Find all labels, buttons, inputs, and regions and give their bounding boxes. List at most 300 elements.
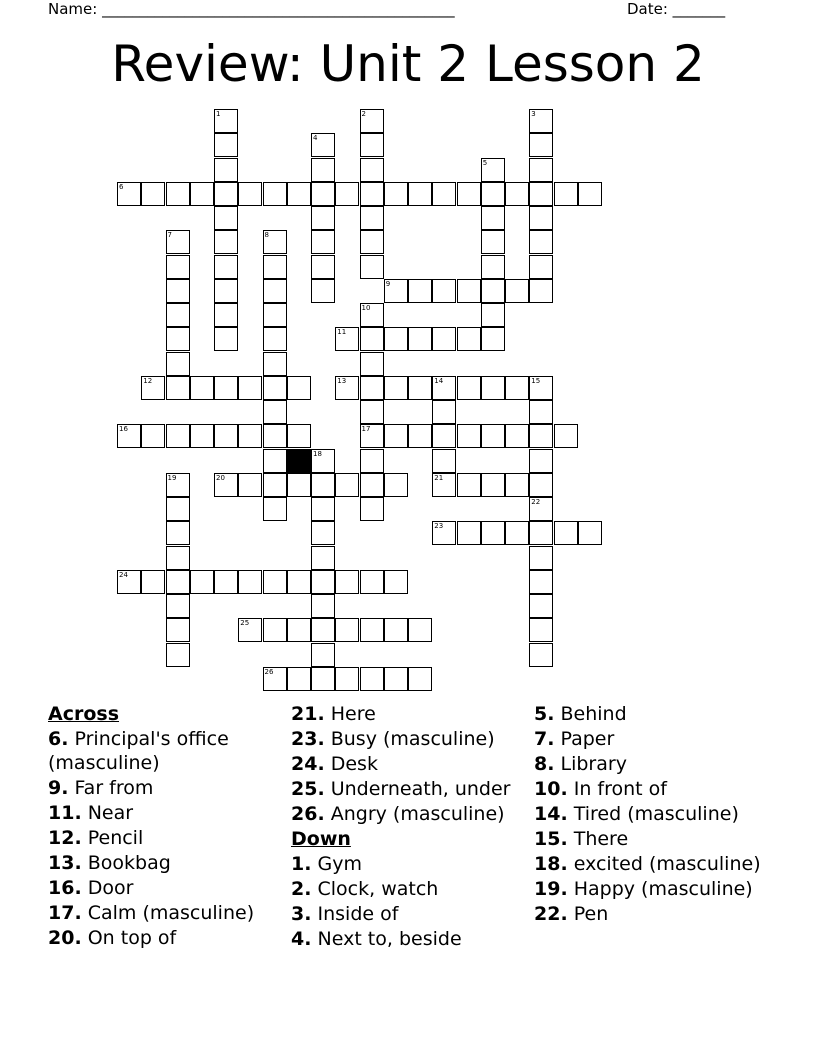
crossword-cell[interactable] [263, 303, 287, 327]
crossword-cell[interactable] [360, 206, 384, 230]
clue-text: Far from [74, 777, 154, 799]
clue-number-label: 15 [531, 376, 541, 385]
crossword-cell[interactable] [529, 546, 553, 570]
clue-item [48, 851, 280, 875]
clue-text: Inside of [317, 903, 399, 925]
crossword-cell[interactable] [384, 618, 408, 642]
clue-text: Paper [560, 728, 615, 750]
crossword-cell[interactable] [238, 570, 262, 594]
crossword-cell[interactable] [263, 473, 287, 497]
crossword-cell[interactable] [529, 424, 553, 448]
crossword-cell[interactable] [481, 473, 505, 497]
clue-item [48, 826, 280, 850]
clue-number: 13. [48, 852, 82, 874]
crossword-cell[interactable] [529, 400, 553, 424]
clue-text: In front of [573, 778, 667, 800]
crossword-cell[interactable] [360, 570, 384, 594]
clue-number: 16. [48, 877, 82, 899]
crossword-cell[interactable] [457, 327, 481, 351]
clue-text: Pencil [87, 827, 144, 849]
crossword-cell[interactable] [481, 424, 505, 448]
crossword-cell[interactable] [214, 158, 238, 182]
crossword-cell[interactable] [263, 230, 287, 254]
crossword-cell[interactable] [529, 376, 553, 400]
crossword-cell[interactable] [166, 594, 190, 618]
crossword-cell[interactable] [311, 643, 335, 667]
crossword-cell[interactable] [481, 230, 505, 254]
crossword-cell[interactable] [263, 255, 287, 279]
clue-number-label: 10 [361, 304, 371, 312]
crossword-cell[interactable] [166, 182, 190, 206]
clue-item [291, 927, 527, 951]
crossword-cell[interactable] [335, 570, 359, 594]
clue-text: Happy (masculine) [573, 878, 753, 900]
clue-item [48, 776, 280, 800]
crossword-cell[interactable] [311, 255, 335, 279]
crossword-cell[interactable] [529, 521, 553, 545]
clue-number: 11. [48, 802, 82, 824]
crossword-cell[interactable] [311, 182, 335, 206]
crossword-cell[interactable] [263, 449, 287, 473]
crossword-cell[interactable] [529, 279, 553, 303]
clue-number-label: 19 [167, 473, 177, 482]
clue-item [534, 777, 774, 801]
crossword-cell[interactable] [214, 424, 238, 448]
clue-number: 22. [534, 903, 568, 925]
crossword-cell[interactable] [360, 182, 384, 206]
crossword-cell[interactable] [214, 182, 238, 206]
clue-number-label: 22 [531, 498, 541, 506]
crossword-cell[interactable] [166, 376, 190, 400]
crossword-cell[interactable] [335, 618, 359, 642]
crossword-cell[interactable] [166, 473, 190, 497]
clue-item [48, 727, 280, 775]
clue-text: Next to, beside [317, 928, 462, 950]
crossword-cell[interactable] [141, 424, 165, 448]
clue-item [534, 827, 774, 851]
crossword-cell[interactable] [481, 303, 505, 327]
clue-number-label: 16 [119, 425, 128, 434]
clue-text: Near [87, 802, 134, 824]
clue-item [534, 802, 774, 826]
crossword-cell[interactable] [554, 521, 578, 545]
crossword-cell[interactable] [432, 279, 456, 303]
crossword-cell[interactable] [360, 109, 384, 133]
crossword-cell[interactable] [529, 473, 553, 497]
clue-number-label: 18 [313, 449, 322, 458]
crossword-cell[interactable] [238, 424, 262, 448]
crossword-cell[interactable] [117, 182, 141, 206]
clue-number-label: 5 [482, 158, 488, 167]
crossword-cell[interactable] [432, 327, 456, 351]
crossword-cell[interactable] [263, 400, 287, 424]
crossword-cell[interactable] [263, 327, 287, 351]
crossword-cell[interactable] [432, 424, 456, 448]
crossword-cell[interactable] [190, 182, 214, 206]
crossword-cell[interactable] [457, 376, 481, 400]
clue-number: 1. [291, 853, 312, 875]
clue-text: Calm (masculine) [87, 902, 255, 924]
crossword-cell[interactable] [263, 279, 287, 303]
crossword-cell[interactable] [408, 424, 432, 448]
clue-text: Gym [317, 853, 362, 875]
clue-number: 8. [534, 753, 555, 775]
crossword-cell[interactable] [360, 618, 384, 642]
crossword-cell[interactable] [457, 473, 481, 497]
crossword-cell[interactable] [360, 303, 384, 327]
clue-text: Busy (masculine) [330, 728, 495, 750]
crossword-cell[interactable] [311, 497, 335, 521]
crossword-cell[interactable] [311, 618, 335, 642]
clue-number-label: 12 [143, 376, 153, 385]
clue-item [48, 901, 280, 925]
crossword-cell[interactable] [457, 424, 481, 448]
clue-number-label: 3 [531, 110, 536, 118]
crossword-cell[interactable] [481, 182, 505, 206]
clue-number-label: 24 [119, 570, 128, 579]
crossword-cell[interactable] [214, 303, 238, 327]
crossword-cell[interactable] [408, 618, 432, 642]
crossword-cell[interactable] [505, 473, 529, 497]
crossword-cell[interactable] [214, 327, 238, 351]
crossword-cell[interactable] [166, 352, 190, 376]
crossword-cell[interactable] [166, 497, 190, 521]
crossword-cell[interactable] [311, 473, 335, 497]
clue-number: 20. [48, 927, 82, 949]
clue-text: Angry (masculine) [330, 803, 505, 825]
crossword-cell[interactable] [384, 327, 408, 351]
name-field[interactable]: Name: _______________________________________________ [48, 0, 455, 18]
crossword-cell[interactable] [214, 570, 238, 594]
clue-number-label: 4 [313, 134, 318, 143]
clue-column-2 [291, 702, 527, 952]
crossword-cell[interactable] [238, 473, 262, 497]
crossword-cell[interactable] [166, 546, 190, 570]
crossword-cell[interactable] [311, 158, 335, 182]
clue-number: 5. [534, 703, 555, 725]
crossword-cell[interactable] [166, 424, 190, 448]
clue-number: 2. [291, 878, 312, 900]
clue-number: 12. [48, 827, 82, 849]
clue-item [291, 877, 527, 901]
crossword-cell[interactable] [481, 158, 505, 182]
clue-item [534, 902, 774, 926]
crossword-cell[interactable] [457, 279, 481, 303]
header [48, 0, 768, 20]
clue-number-label: 2 [361, 110, 366, 118]
clue-text: Tired (masculine) [573, 803, 739, 825]
crossword-cell[interactable] [505, 521, 529, 545]
crossword-cell[interactable] [263, 424, 287, 448]
crossword-cell[interactable] [335, 667, 359, 691]
clue-number: 23. [291, 728, 325, 750]
clue-text: Door [87, 877, 134, 899]
clue-item [291, 702, 527, 726]
crossword-cell[interactable] [529, 643, 553, 667]
crossword-cell[interactable] [287, 424, 311, 448]
crossword-cell[interactable] [529, 206, 553, 230]
clue-number-label: 1 [216, 110, 221, 118]
clue-number: 17. [48, 902, 82, 924]
crossword-cell[interactable] [360, 158, 384, 182]
crossword-cell[interactable] [287, 618, 311, 642]
clue-item [534, 752, 774, 776]
crossword-cell[interactable] [408, 327, 432, 351]
clue-text: On top of [87, 927, 177, 949]
crossword-cell[interactable] [432, 449, 456, 473]
crossword-cell[interactable] [335, 473, 359, 497]
crossword-cell[interactable] [166, 255, 190, 279]
clue-number: 21. [291, 703, 325, 725]
crossword-cell[interactable] [287, 376, 311, 400]
crossword-cell[interactable] [287, 570, 311, 594]
crossword-cell[interactable] [360, 255, 384, 279]
clue-text: There [573, 828, 629, 850]
crossword-cell[interactable] [578, 182, 602, 206]
clue-text: Library [560, 753, 627, 775]
crossword-cell[interactable] [263, 667, 287, 691]
clue-column-1 [48, 702, 280, 951]
clue-number: 9. [48, 777, 69, 799]
crossword-cell[interactable] [360, 327, 384, 351]
crossword-cell[interactable] [311, 133, 335, 157]
crossword-cell[interactable] [360, 376, 384, 400]
crossword-cell[interactable] [408, 376, 432, 400]
clue-number-label: 9 [385, 279, 391, 288]
clue-number-label: 11 [337, 328, 347, 337]
clue-number: 26. [291, 803, 325, 825]
clue-number: 7. [534, 728, 555, 750]
clue-item [291, 902, 527, 926]
crossword-cell[interactable] [505, 279, 529, 303]
crossword-cell[interactable] [481, 521, 505, 545]
crossword-cell[interactable] [554, 182, 578, 206]
crossword-cell[interactable] [529, 618, 553, 642]
crossword-cell[interactable] [529, 182, 553, 206]
crossword-cell[interactable] [190, 424, 214, 448]
clue-number: 18. [534, 853, 568, 875]
crossword-cell[interactable] [335, 376, 359, 400]
crossword-cell[interactable] [529, 230, 553, 254]
crossword-cell[interactable] [141, 182, 165, 206]
crossword-cell[interactable] [263, 376, 287, 400]
clue-text: Clock, watch [317, 878, 439, 900]
clue-column-3 [534, 702, 774, 927]
page-title: Review: Unit 2 Lesson 2 [111, 35, 705, 93]
crossword-cell[interactable] [311, 449, 335, 473]
crossword-cell[interactable] [311, 667, 335, 691]
crossword-cell[interactable] [214, 279, 238, 303]
crossword-cell[interactable] [384, 182, 408, 206]
crossword-cell[interactable] [166, 618, 190, 642]
clue-item [48, 876, 280, 900]
crossword-cell[interactable] [481, 206, 505, 230]
crossword-cell[interactable] [481, 279, 505, 303]
crossword-cell[interactable] [457, 182, 481, 206]
crossword-cell[interactable] [578, 521, 602, 545]
crossword-cell[interactable] [311, 279, 335, 303]
crossword-cell[interactable] [529, 570, 553, 594]
clue-item [291, 852, 527, 876]
crossword-cell[interactable] [166, 521, 190, 545]
crossword-cell[interactable] [166, 230, 190, 254]
crossword-cell[interactable] [505, 182, 529, 206]
crossword-cell[interactable] [384, 376, 408, 400]
clue-text: excited (masculine) [573, 853, 761, 875]
clue-number-label: 25 [240, 619, 250, 628]
clue-number-label: 7 [167, 231, 172, 240]
crossword-cell[interactable] [214, 109, 238, 133]
crossword-cell[interactable] [214, 206, 238, 230]
crossword-cell[interactable] [554, 424, 578, 448]
across-heading: Across [48, 703, 120, 725]
clue-number-label: 13 [337, 376, 347, 385]
clue-item [291, 777, 527, 801]
crossword-cell[interactable] [214, 376, 238, 400]
crossword-cell[interactable] [432, 182, 456, 206]
crossword-cell[interactable] [238, 182, 262, 206]
down-heading: Down [291, 828, 351, 850]
crossword-cell[interactable] [141, 376, 165, 400]
clue-number-label: 26 [264, 667, 274, 676]
crossword-cell[interactable] [384, 570, 408, 594]
crossword-cell[interactable] [360, 449, 384, 473]
crossword-cell[interactable] [214, 230, 238, 254]
clue-item [534, 852, 774, 876]
crossword-cell[interactable] [529, 594, 553, 618]
crossword-cell[interactable] [432, 521, 456, 545]
crossword-cell[interactable] [166, 327, 190, 351]
crossword-cell[interactable] [360, 230, 384, 254]
crossword-cell[interactable] [311, 206, 335, 230]
crossword-cell[interactable] [214, 133, 238, 157]
crossword-cell[interactable] [190, 570, 214, 594]
clue-item [534, 702, 774, 726]
crossword-cell[interactable] [335, 182, 359, 206]
clue-number: 15. [534, 828, 568, 850]
crossword-cell[interactable] [432, 400, 456, 424]
clue-text: Principal's office (masculine) [48, 728, 229, 774]
clue-number: 14. [534, 803, 568, 825]
crossword-cell[interactable] [287, 473, 311, 497]
crossword-cell[interactable] [117, 570, 141, 594]
date-field[interactable]: Date: _______ [627, 0, 726, 18]
crossword-cell[interactable] [311, 230, 335, 254]
clue-number: 3. [291, 903, 312, 925]
crossword-cell[interactable] [263, 618, 287, 642]
crossword-cell[interactable] [214, 473, 238, 497]
crossword-cell[interactable] [263, 570, 287, 594]
clue-item [291, 802, 527, 826]
crossword-cell[interactable] [384, 424, 408, 448]
clue-item [534, 877, 774, 901]
crossword-cell[interactable] [263, 497, 287, 521]
crossword-cell[interactable] [287, 182, 311, 206]
crossword-cell[interactable] [360, 352, 384, 376]
clue-number: 25. [291, 778, 325, 800]
crossword-cell[interactable] [432, 473, 456, 497]
crossword-cell[interactable] [360, 497, 384, 521]
crossword-cell[interactable] [505, 424, 529, 448]
clue-number: 19. [534, 878, 568, 900]
crossword-cell[interactable] [529, 449, 553, 473]
clue-number-label: 6 [119, 182, 124, 191]
clue-text: Behind [560, 703, 627, 725]
crossword-cell[interactable] [311, 546, 335, 570]
clue-number-label: 21 [434, 473, 444, 482]
crossword-cell[interactable] [408, 667, 432, 691]
crossword-cell[interactable] [408, 279, 432, 303]
clue-number: 10. [534, 778, 568, 800]
crossword-cell[interactable] [335, 327, 359, 351]
crossword-cell[interactable] [360, 667, 384, 691]
crossword-cell[interactable] [384, 279, 408, 303]
crossword-cell[interactable] [263, 352, 287, 376]
crossword-cell[interactable] [263, 182, 287, 206]
crossword-cell[interactable] [432, 376, 456, 400]
crossword-cell[interactable] [166, 279, 190, 303]
crossword-cell[interactable] [238, 618, 262, 642]
crossword-cell[interactable] [529, 133, 553, 157]
crossword-cell[interactable] [360, 133, 384, 157]
crossword-cell[interactable] [505, 376, 529, 400]
crossword-cell[interactable] [360, 473, 384, 497]
crossword-cell[interactable] [311, 521, 335, 545]
crossword-cell[interactable] [481, 255, 505, 279]
clue-item [534, 727, 774, 751]
crossword-cell[interactable] [529, 158, 553, 182]
clue-number-label: 17 [361, 425, 371, 434]
crossword-cell[interactable] [408, 182, 432, 206]
black-square [287, 449, 311, 473]
clue-number-label: 20 [216, 473, 225, 482]
crossword-cell[interactable] [190, 376, 214, 400]
clue-text: Desk [330, 753, 378, 775]
clue-text: Pen [573, 903, 609, 925]
crossword-cell[interactable] [238, 376, 262, 400]
clue-item [291, 727, 527, 751]
crossword-cell[interactable] [141, 570, 165, 594]
crossword-cell[interactable] [360, 424, 384, 448]
crossword-cell[interactable] [117, 424, 141, 448]
clue-number-label: 14 [434, 376, 444, 385]
crossword-cell[interactable] [384, 667, 408, 691]
crossword-cell[interactable] [384, 473, 408, 497]
crossword-cell[interactable] [166, 303, 190, 327]
clue-number: 24. [291, 753, 325, 775]
crossword-cell[interactable] [481, 376, 505, 400]
crossword-cell[interactable] [311, 594, 335, 618]
clue-number-label: 8 [264, 231, 269, 240]
clue-text: Here [330, 703, 376, 725]
crossword-cell[interactable] [287, 667, 311, 691]
crossword-cell[interactable] [360, 400, 384, 424]
crossword-cell[interactable] [529, 497, 553, 521]
clue-text: Bookbag [87, 852, 171, 874]
crossword-cell[interactable] [166, 570, 190, 594]
crossword-cell[interactable] [529, 255, 553, 279]
crossword-cell[interactable] [457, 521, 481, 545]
crossword-cell[interactable] [481, 327, 505, 351]
crossword-cell[interactable] [529, 109, 553, 133]
clue-item [291, 752, 527, 776]
clue-number: 6. [48, 728, 69, 750]
crossword-cell[interactable] [311, 570, 335, 594]
clue-number: 4. [291, 928, 312, 950]
crossword-cell[interactable] [214, 255, 238, 279]
crossword-cell[interactable] [166, 643, 190, 667]
clue-item [48, 801, 280, 825]
